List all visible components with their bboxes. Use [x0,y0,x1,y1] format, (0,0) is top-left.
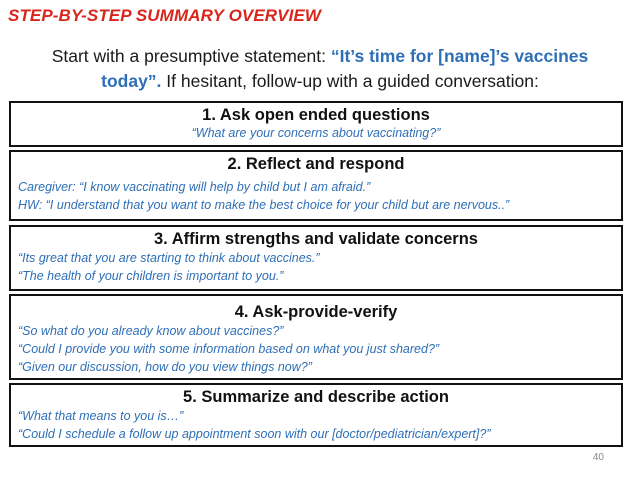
step-5-heading: 5. Summarize and describe action [183,388,449,406]
step-3-box [9,225,623,291]
step-1-quote: “What are your concerns about vaccinating?” [191,126,441,140]
slide-title: STEP-BY-STEP SUMMARY OVERVIEW [8,6,322,25]
step-5-box [9,383,623,447]
intro-text-1: Start with a presumptive statement: [51,46,331,66]
step-4-line-1: “So what do you already know about vaccines?” [18,324,284,338]
step-4-line-2: “Could I provide you with some information based on what you just shared?” [18,342,440,356]
step-3-line-1: “Its great that you are starting to think about vaccines.” [18,251,320,265]
intro-highlight-1: “It’s time for [name]’s vaccines [330,46,589,66]
step-2-heading: 2. Reflect and respond [227,155,405,173]
intro-highlight-2: today”. [101,71,162,91]
step-1-box [9,101,623,147]
step-4-heading: 4. Ask-provide-verify [234,303,398,321]
intro-text-2: If hesitant, follow-up with a guided conversation: [161,71,539,91]
step-4-line-3: “Given our discussion, how do you view things now?” [18,360,312,374]
step-2-box [9,150,623,221]
step-2-line-1: Caregiver: “I know vaccinating will help by child but I am afraid.” [18,180,371,194]
intro-statement [14,44,626,94]
step-2-line-2: HW: “I understand that you want to make the best choice for your child but are nervous..” [18,198,510,212]
step-5-line-2: “Could I schedule a follow up appointment soon with our [doctor/pediatrician/expert]?” [18,427,491,441]
step-3-line-2: “The health of your children is important to you.” [18,269,284,283]
step-4-box [9,294,623,380]
step-3-heading: 3. Affirm strengths and validate concerns [154,230,478,248]
step-5-line-1: “What that means to you is…” [18,409,184,423]
step-1-heading: 1. Ask open ended questions [202,106,430,124]
page-number: 40 [592,452,604,463]
